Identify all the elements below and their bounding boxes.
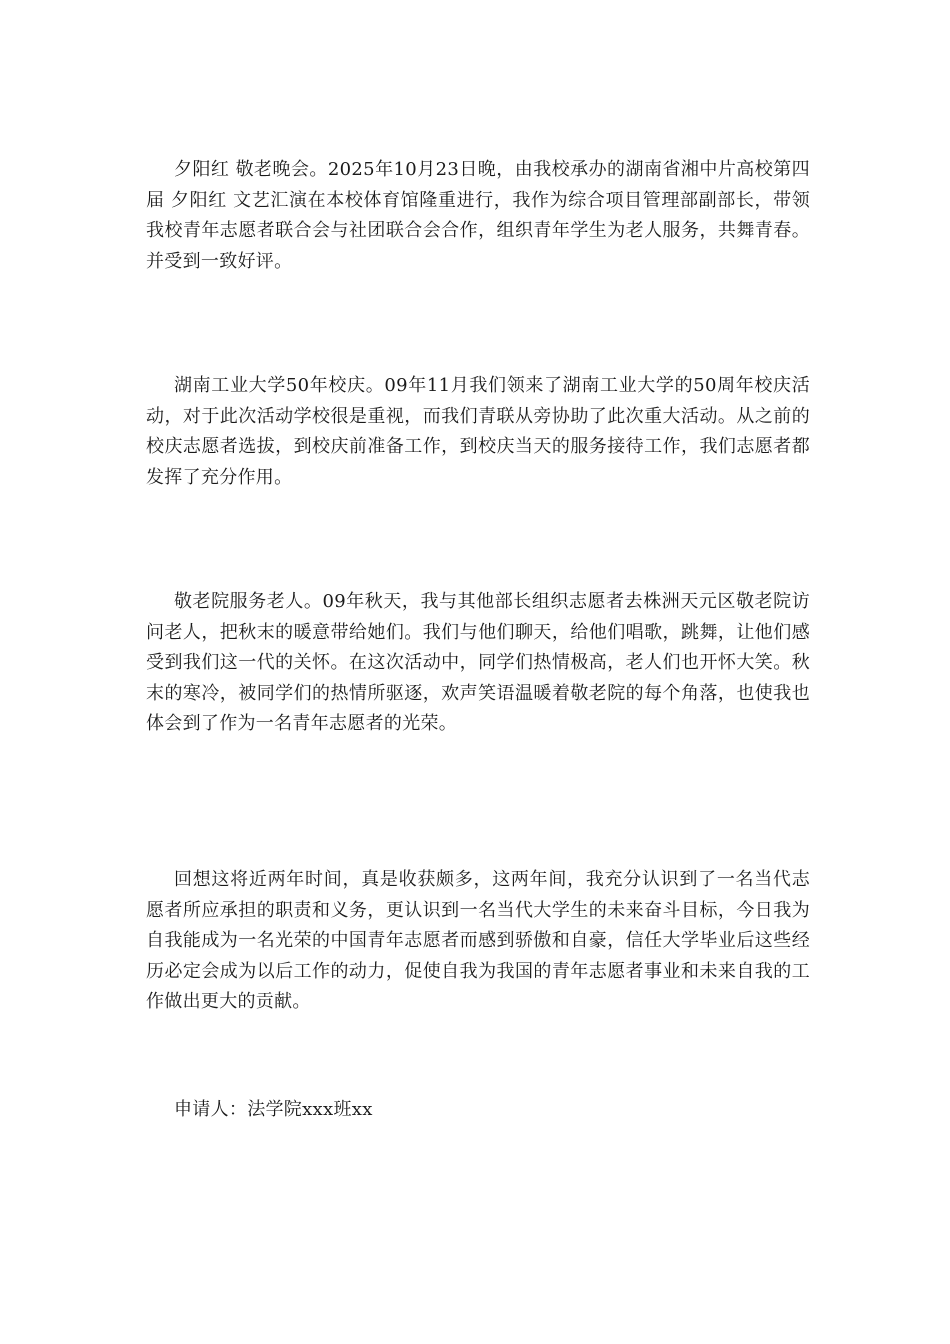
paragraph-university-anniversary: 湖南工业大学50年校庆。09年11月我们领来了湖南工业大学的50周年校庆活动，对于此次活动学校很是重视，而我们青联从旁协助了此次重大活动。从之前的校庆志愿者选拔，到校庆前准备工作，到校庆当天的服务接待工作，我们志愿者都发挥了充分作用。 [146,375,810,488]
paragraph-reflection: 回想这将近两年时间，真是收获颇多，这两年间，我充分认识到了一名当代志愿者所应承担的职责和义务，更认识到一名当代大学生的未来奋斗目标，今日我为自我能成为一名光荣的中国青年志愿者而感到骄傲和自豪，信任大学毕业后这些经历必定会成为以后工作的动力，促使自我为我国的青年志愿者事业和未来自我的工作做出更大的贡献。 [146,869,810,1012]
paragraph-nursing-home-service: 敬老院服务老人。09年秋天，我与其他部长组织志愿者去株洲天元区敬老院访问老人，把秋末的暖意带给她们。我们与他们聊天，给他们唱歌，跳舞，让他们感受到我们这一代的关怀。在这次活动中，同学们热情极高，老人们也开怀大笑。秋末的寒冷，被同学们的热情所驱逐，欢声笑语温暖着敬老院的每个角落，也使我也体会到了作为一名青年志愿者的光荣。 [146,591,810,734]
paragraph-sunset-red-gala: 夕阳红 敬老晚会。2025年10月23日晚，由我校承办的湖南省湘中片高校第四届 夕阳红 文艺汇演在本校体育馆隆重进行，我作为综合项目管理部副部长，带领我校青年志愿者联合会与社团联合会合作，组织青年学生为老人服务，共舞青春。并受到一致好评。 [146,159,810,272]
applicant-signature: 申请人：法学院xxx班xx [174,1099,373,1120]
